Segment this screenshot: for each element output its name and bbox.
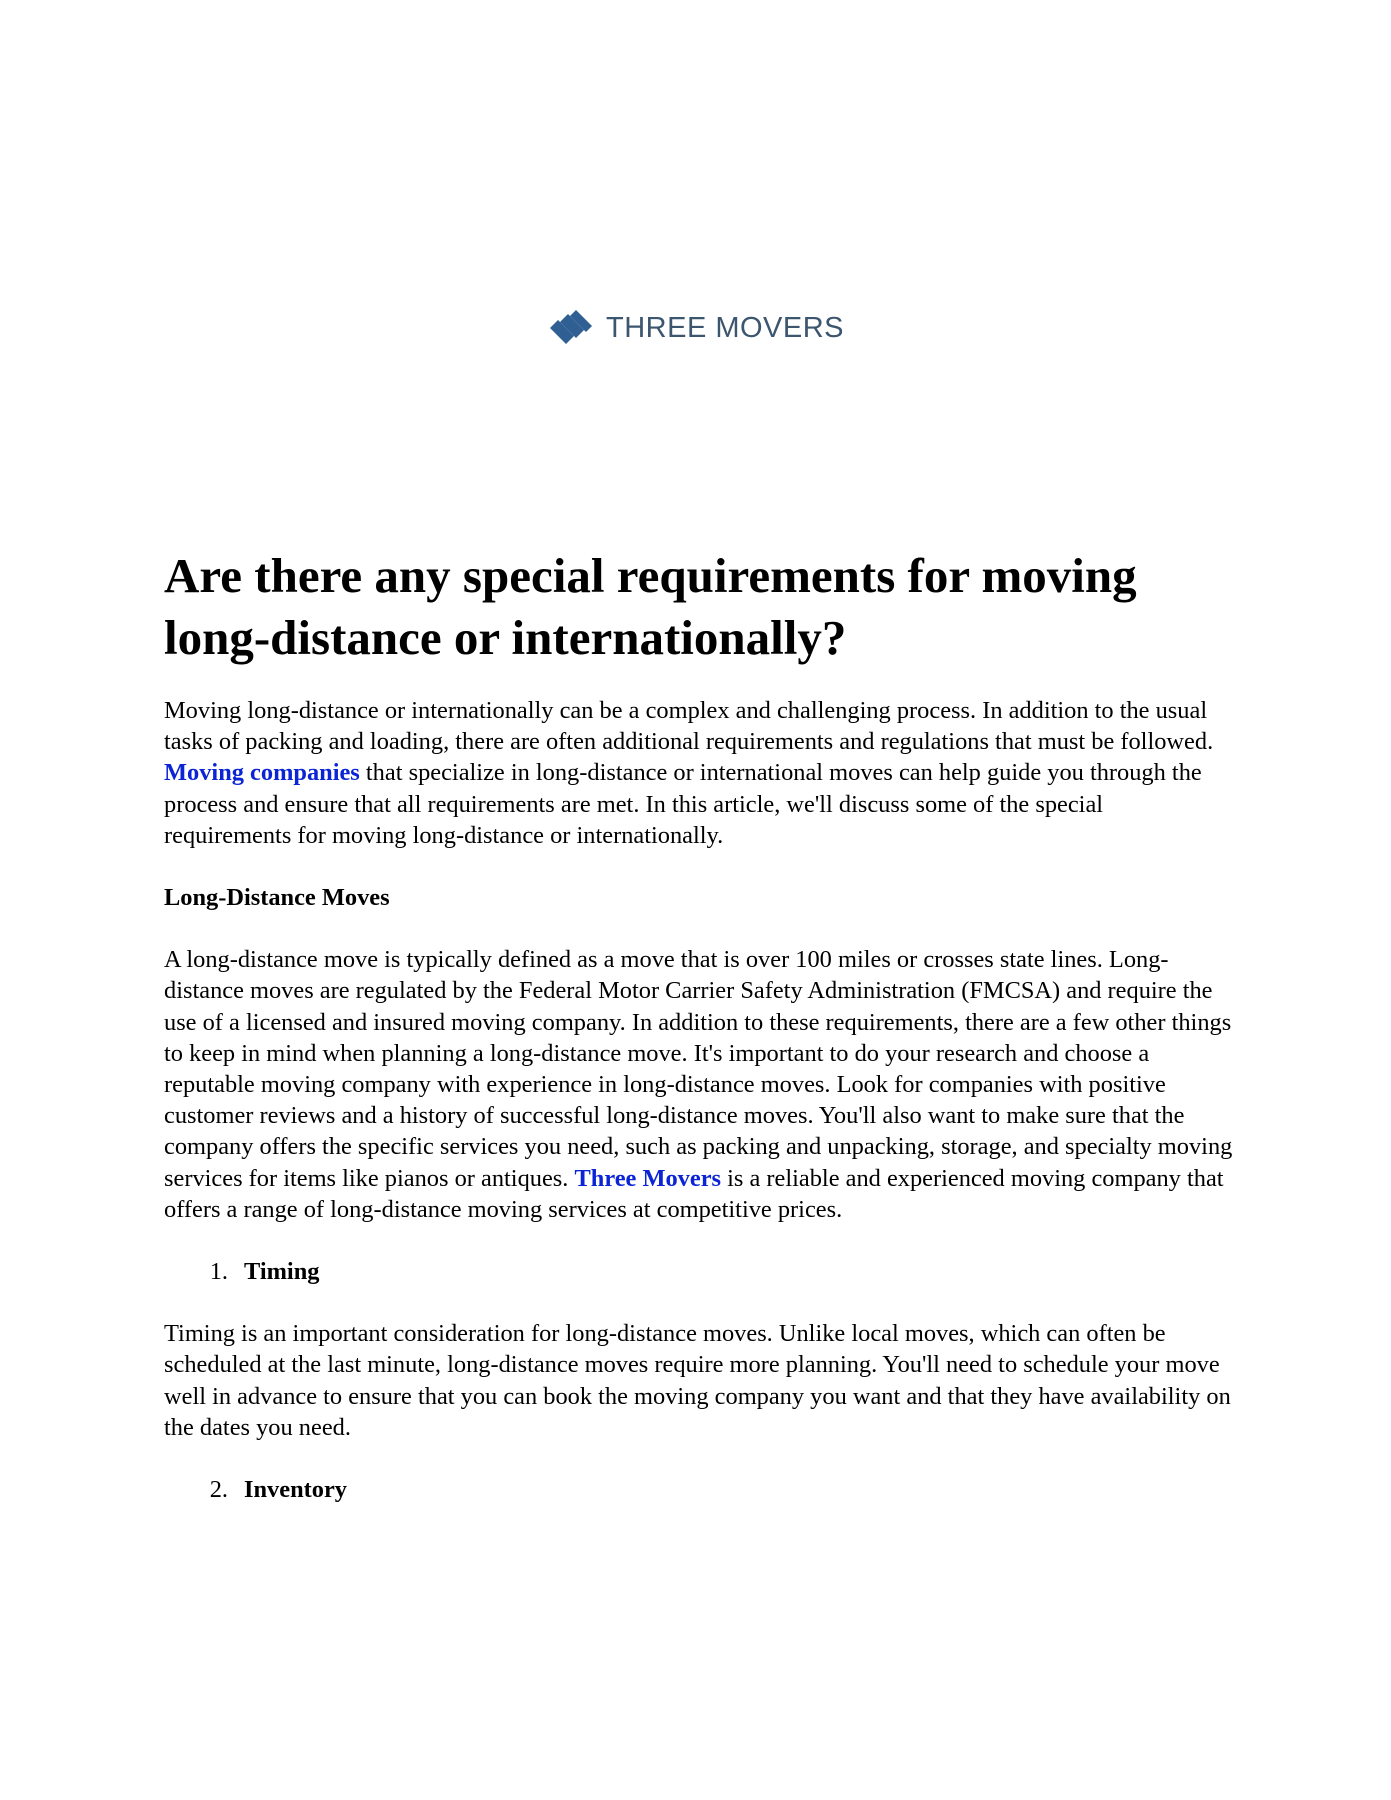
section-heading: Long-Distance Moves: [164, 884, 390, 912]
section-paragraph: [164, 944, 1234, 1225]
three-stripes-logo-icon: [548, 310, 600, 346]
company-logo: [548, 308, 844, 348]
list-label: Timing: [244, 1258, 320, 1286]
timing-paragraph: Timing is an important consideration for long-distance moves. Unlike local moves, which can often be scheduled at the last minute, long-distance moves require more planning. You'll need to schedule your move well in advance to ensure that you can book the moving company you want and that they have availability on the dates you need.: [164, 1320, 1231, 1441]
list-item-timing: [164, 1256, 1234, 1287]
moving-companies-link[interactable]: Moving companies: [164, 759, 360, 787]
section-text-after: is a reliable and experienced moving company that offers a range of long-distance moving services at competitive prices.: [164, 1164, 1224, 1223]
list-number: 2.: [209, 1476, 228, 1504]
three-movers-link[interactable]: Three Movers: [574, 1164, 722, 1192]
article-title: Are there any special requirements for moving long-distance or internationally?: [164, 548, 1137, 665]
intro-paragraph: [164, 695, 1234, 851]
article: [164, 545, 1234, 1505]
logo-text: THREE MOVERS: [606, 311, 845, 344]
list-item-inventory: [164, 1474, 1234, 1505]
section-text-before: A long-distance move is typically defined as a move that is over 100 miles or crosses state lines. Long-distance moves are regulated by the Federal Motor Carrier Safety Administration (FMCSA) and require the use of a licensed and insured moving company. In addition to these requirements, there are a few other things to keep in mind when planning a long-distance move. It's important to do your research and choose a reputable moving company with experience in long-distance moves. Look for companies with positive customer reviews and a history of successful long-distance moves. You'll also want to make sure that the company offers the specific services you need, such as packing and unpacking, storage, and specialty moving services for items like pianos or antiques.: [164, 946, 1233, 1192]
intro-text-after: that specialize in long-distance or international moves can help guide you through the process and ensure that all requirements are met. In this article, we'll discuss some of the special requirements for moving long-distance or internationally.: [164, 759, 1202, 849]
list-label: Inventory: [244, 1476, 347, 1504]
intro-text-before: Moving long-distance or internationally can be a complex and challenging process. In addition to the usual tasks of packing and loading, there are often additional requirements and regulations that must be followed.: [164, 697, 1214, 756]
list-number: 1.: [209, 1258, 228, 1286]
